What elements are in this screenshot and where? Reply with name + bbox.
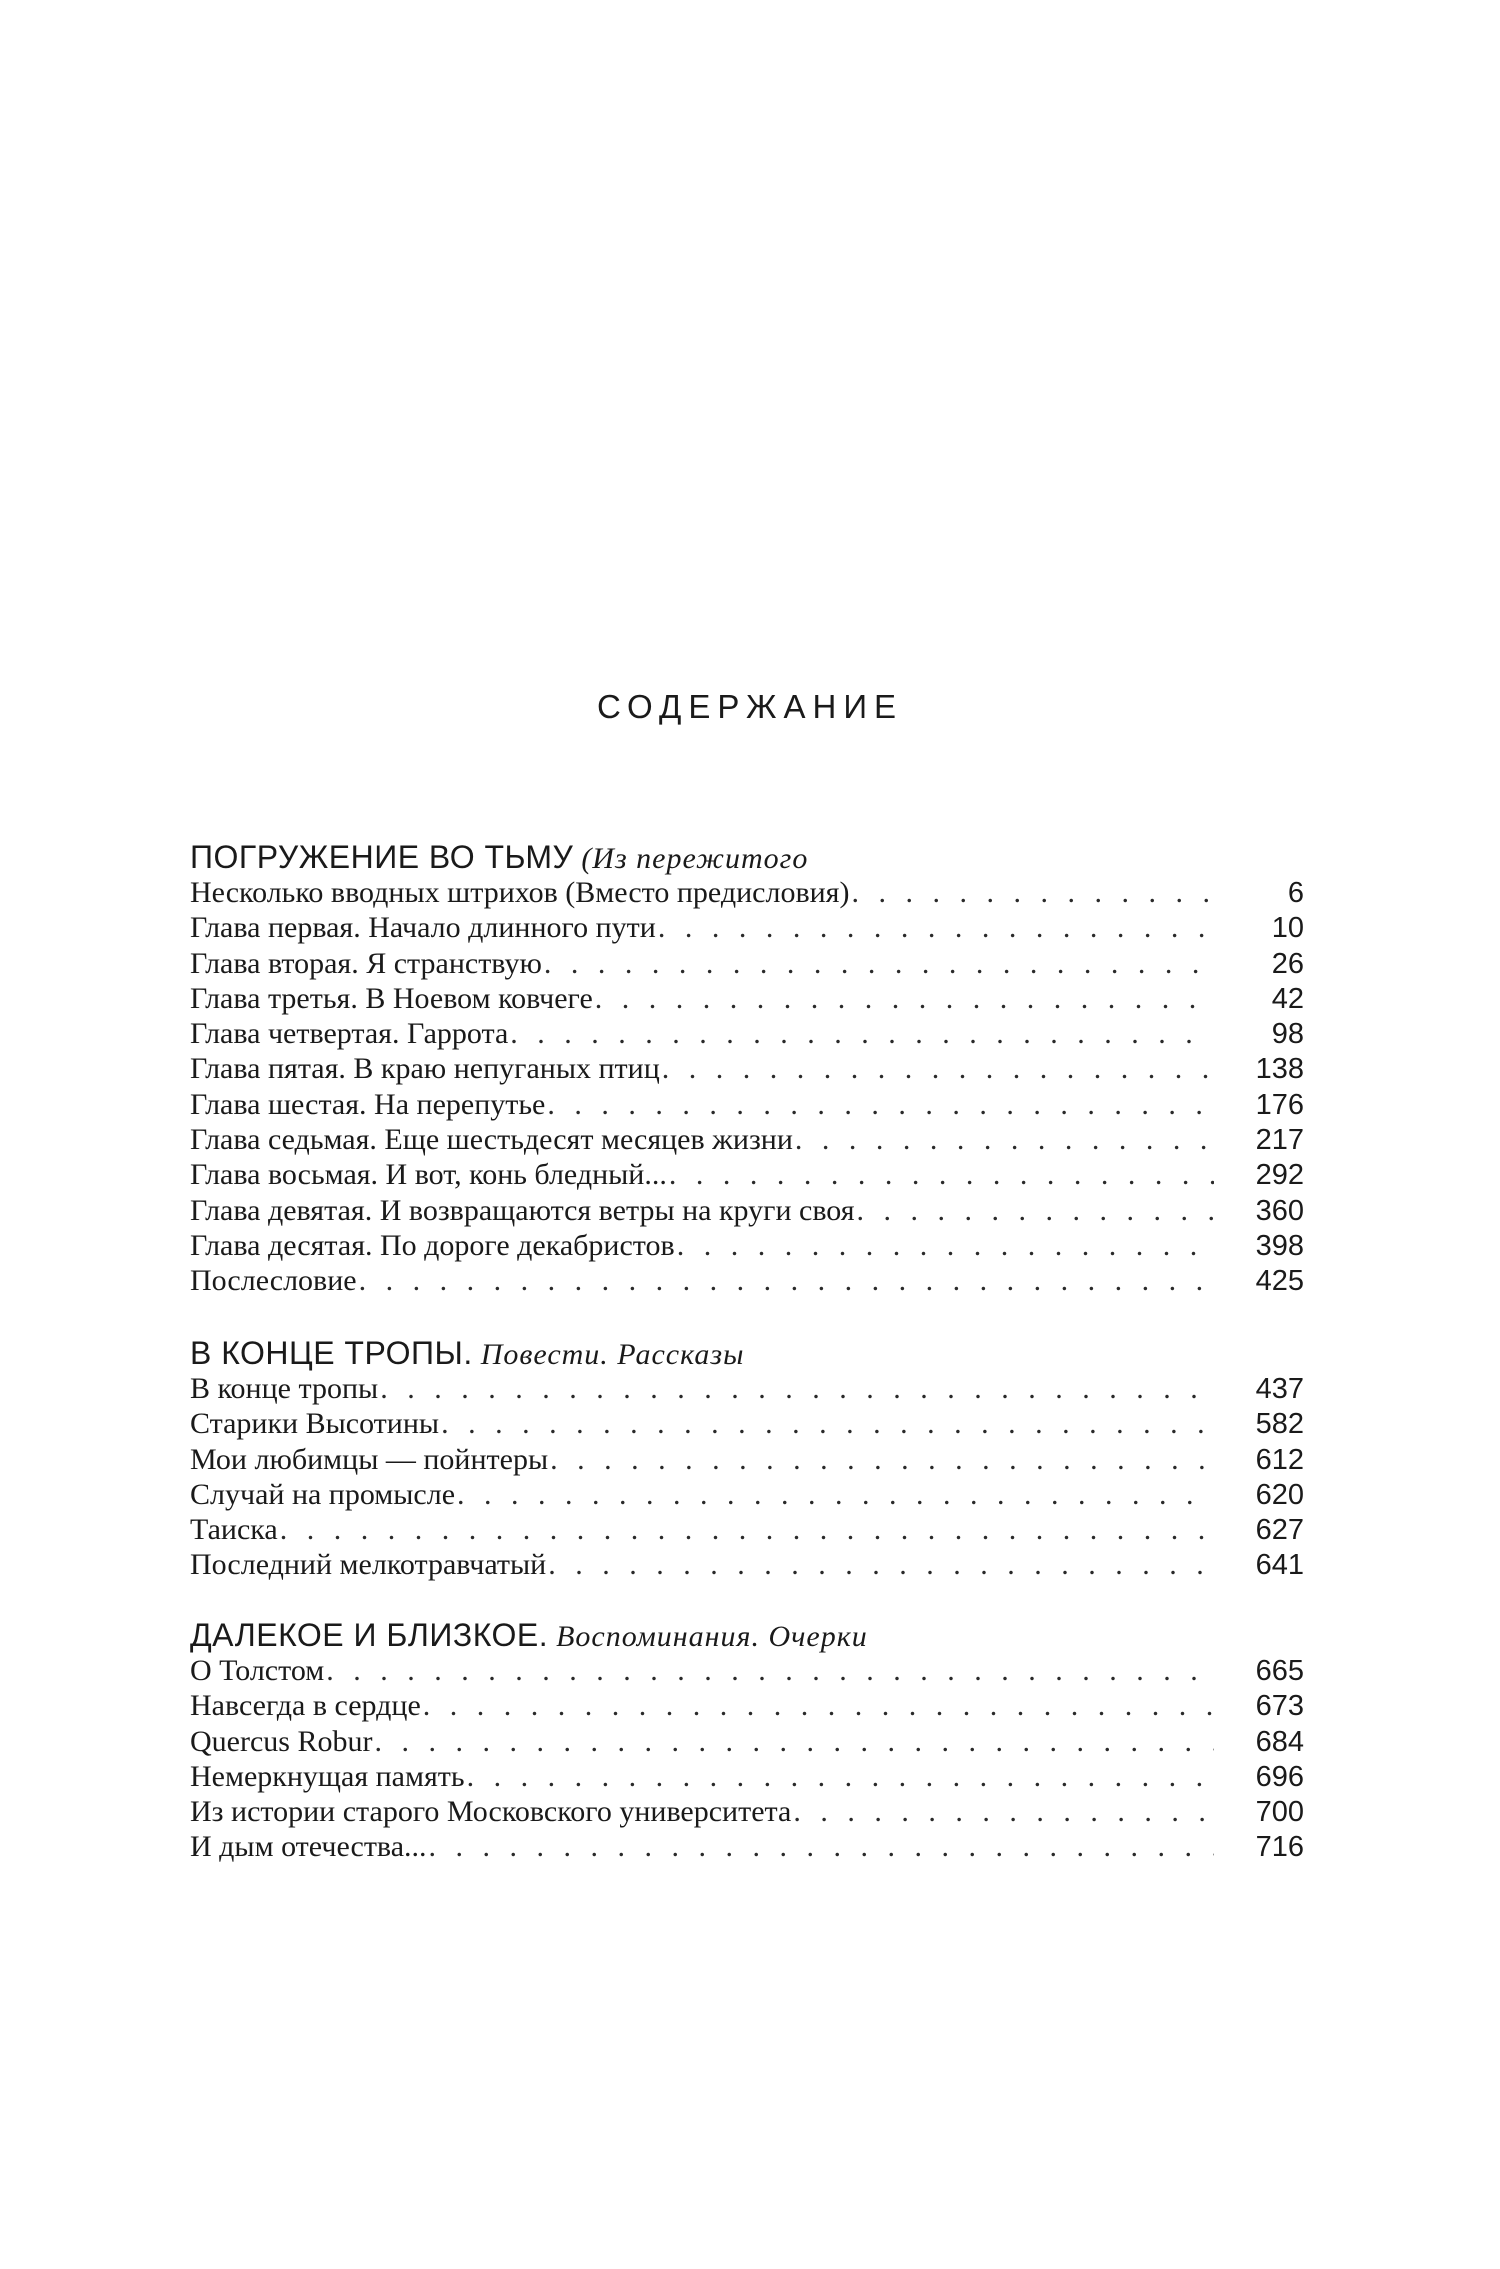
entry-page-number: 26 <box>1271 947 1304 980</box>
toc-entry <box>190 1157 1304 1192</box>
toc-entry <box>190 981 1304 1016</box>
entry-title: Глава восьмая. И вот, конь бледный... <box>190 1158 667 1192</box>
dot-leader <box>793 1794 1214 1829</box>
entry-page-number: 437 <box>1255 1373 1304 1405</box>
entry-page-number: 398 <box>1255 1229 1304 1262</box>
toc-entry <box>190 1406 1304 1441</box>
section-heading <box>190 1335 1304 1371</box>
entry-page-number: 627 <box>1255 1514 1304 1547</box>
entry-page-number: 582 <box>1255 1408 1304 1441</box>
entry-title: Старики Высотины <box>190 1407 440 1441</box>
toc-entry <box>190 1263 1304 1298</box>
toc-entry <box>190 1794 1304 1829</box>
entry-title: Глава четвертая. Гаррота <box>190 1017 509 1051</box>
section-title: ДАЛЕКОЕ И БЛИЗКОЕ. <box>190 1617 549 1653</box>
toc-entry <box>190 1688 1304 1723</box>
toc-entry <box>190 1051 1304 1086</box>
toc-entry <box>190 1087 1304 1122</box>
toc-entry <box>190 910 1304 945</box>
entry-page-number: 98 <box>1271 1018 1304 1051</box>
dot-leader <box>441 1406 1214 1441</box>
toc-entry <box>190 1193 1304 1228</box>
toc-entry <box>190 875 1304 910</box>
dot-leader <box>423 1688 1214 1723</box>
entry-page-number: 6 <box>1287 877 1304 909</box>
entry-page-number: 217 <box>1255 1124 1304 1157</box>
dot-leader <box>280 1512 1214 1547</box>
entry-page-number: 716 <box>1255 1831 1304 1864</box>
entry-page-number: 665 <box>1255 1655 1304 1687</box>
entry-page-number: 292 <box>1255 1159 1304 1192</box>
section-title: В КОНЦЕ ТРОПЫ. <box>190 1335 473 1371</box>
section-subtitle: Повести. Рассказы <box>480 1338 745 1371</box>
dot-leader <box>550 1442 1214 1477</box>
entry-title: И дым отечества... <box>190 1830 427 1864</box>
dot-leader <box>374 1724 1214 1759</box>
dot-leader <box>547 1087 1214 1122</box>
section-heading <box>190 839 1304 875</box>
toc-section-1 <box>190 839 1304 1299</box>
entry-title: Глава девятая. И возвращаются ветры на круги своя <box>190 1193 855 1227</box>
dot-leader <box>795 1122 1214 1157</box>
dot-leader <box>326 1653 1214 1688</box>
entry-title: Из истории старого Московского университета <box>190 1795 792 1829</box>
toc-entry <box>190 946 1304 981</box>
entry-title: Случай на промысле <box>190 1477 456 1511</box>
entry-page-number: 700 <box>1255 1796 1304 1829</box>
toc-entry <box>190 1371 1304 1406</box>
entry-title: В конце тропы <box>190 1372 379 1405</box>
entry-page-number: 425 <box>1255 1265 1304 1298</box>
entry-title: Глава третья. В Ноевом ковчеге <box>190 981 593 1015</box>
dot-leader <box>662 1051 1214 1086</box>
dot-leader <box>658 910 1214 945</box>
entry-page-number: 42 <box>1271 982 1304 1015</box>
entry-page-number: 612 <box>1255 1443 1304 1476</box>
entry-title: Навсегда в сердце <box>190 1689 421 1723</box>
entry-page-number: 673 <box>1255 1690 1304 1723</box>
dot-leader <box>669 1157 1214 1192</box>
toc-entry <box>190 1759 1304 1794</box>
toc-section-2 <box>190 1335 1304 1583</box>
toc-entry <box>190 1547 1304 1582</box>
entry-title: Глава вторая. Я странствую <box>190 946 542 980</box>
toc-entry <box>190 1477 1304 1512</box>
section-subtitle: (Из пережитого <box>581 842 809 875</box>
toc-entry <box>190 1724 1304 1759</box>
section-subtitle: Воспоминания. Очерки <box>556 1620 868 1653</box>
entry-page-number: 684 <box>1255 1725 1304 1758</box>
dot-leader <box>359 1263 1214 1298</box>
dot-leader <box>429 1829 1214 1864</box>
toc-entry <box>190 1016 1304 1051</box>
entry-title: Несколько вводных штрихов (Вместо предисловия) <box>190 876 850 909</box>
entry-title: Мои любимцы — пойнтеры <box>190 1442 549 1476</box>
dot-leader <box>380 1371 1214 1406</box>
toc-entry <box>190 1829 1304 1864</box>
dot-leader <box>457 1477 1214 1512</box>
entry-title: О Толстом <box>190 1654 325 1687</box>
section-heading <box>190 1617 1304 1653</box>
section-title: ПОГРУЖЕНИЕ ВО ТЬМУ <box>190 839 574 875</box>
toc-entry <box>190 1228 1304 1263</box>
page-title: СОДЕРЖАНИЕ <box>596 688 904 725</box>
entry-title: Quercus Robur <box>190 1724 373 1758</box>
dot-leader <box>510 1016 1214 1051</box>
entry-title: Глава седьмая. Еще шестьдесят месяцев жизни <box>190 1123 793 1157</box>
toc-entry <box>190 1442 1304 1477</box>
toc-entry <box>190 1512 1304 1547</box>
dot-leader <box>595 981 1214 1016</box>
toc-entry <box>190 1122 1304 1157</box>
toc-entry <box>190 1653 1304 1688</box>
entry-page-number: 138 <box>1255 1053 1304 1086</box>
entry-title: Глава десятая. По дороге декабристов <box>190 1228 675 1262</box>
entry-page-number: 641 <box>1255 1549 1304 1582</box>
entry-title: Последний мелкотравчатый <box>190 1548 547 1582</box>
entry-page-number: 176 <box>1255 1088 1304 1121</box>
entry-page-number: 696 <box>1255 1760 1304 1793</box>
dot-leader <box>544 946 1214 981</box>
entry-title: Немеркнущая память <box>190 1759 465 1793</box>
toc-section-3 <box>190 1617 1304 1865</box>
entry-page-number: 620 <box>1255 1478 1304 1511</box>
dot-leader <box>677 1228 1214 1263</box>
entry-title: Глава пятая. В краю непуганых птиц <box>190 1052 660 1086</box>
entry-page-number: 360 <box>1255 1194 1304 1227</box>
dot-leader <box>467 1759 1214 1794</box>
dot-leader <box>851 875 1214 910</box>
entry-page-number: 10 <box>1271 912 1304 945</box>
entry-title: Послесловие <box>190 1264 357 1298</box>
entry-title: Таиска <box>190 1513 278 1547</box>
entry-title: Глава шестая. На перепутье <box>190 1087 546 1121</box>
entry-title: Глава первая. Начало длинного пути <box>190 911 656 945</box>
dot-leader <box>548 1547 1214 1582</box>
dot-leader <box>857 1193 1214 1228</box>
